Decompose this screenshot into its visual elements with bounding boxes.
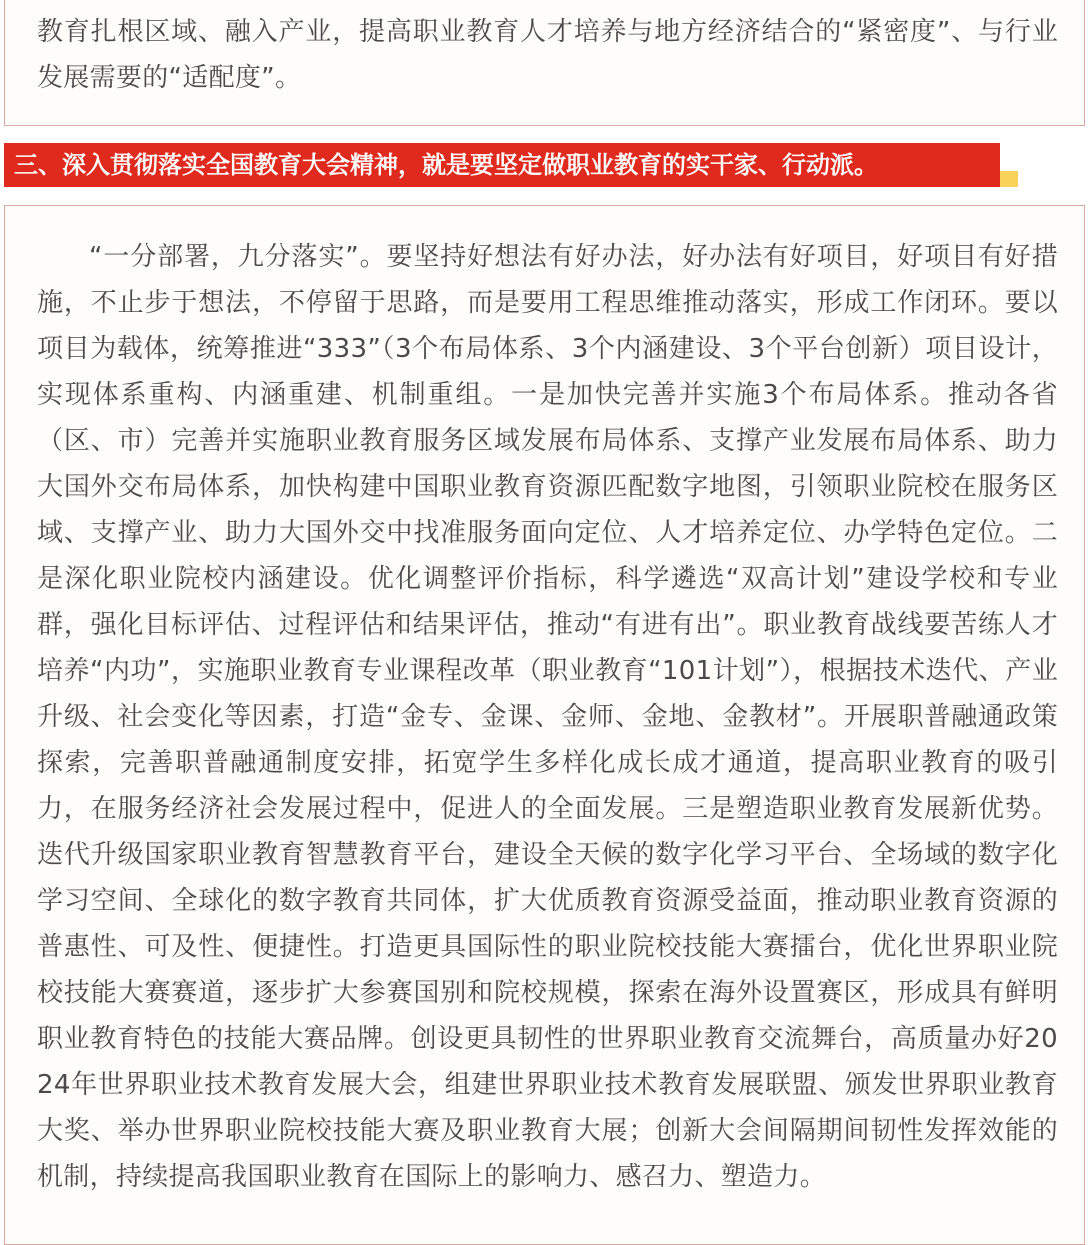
top-paragraph: 教育扎根区域、融入产业，提高职业教育人才培养与地方经济结合的“紧密度”、与行业发展需要的“适配度”。 (37, 17, 1058, 93)
heading-accent-square (1000, 171, 1018, 187)
main-text-box (4, 205, 1085, 1245)
top-text-box (4, 0, 1085, 126)
section-heading-bar: 三、深入贯彻落实全国教育大会精神，就是要坚定做职业教育的实干家、行动派。 (4, 143, 1000, 187)
main-paragraph: “一分部署，九分落实”。要坚持好想法有好办法，好办法有好项目，好项目有好措施，不止步于想法，不停留于思路，而是要用工程思维推动落实，形成工作闭环。要以项目为载体，统筹推进“333”（3个布局体系、3个内涵建设、3个平台创新）项目设计，实现体系重构、内涵重建、机制重组。一是加快完善并实施3个布局体系。推动各省（区、市）完善并实施职业教育服务区域发展布局体系、支撑产业发展布局体系、助力大国外交布局体系，加快构建中国职业教育资源匹配数字地图，引领职业院校在服务区域、支撑产业、助力大国外交中找准服务面向定位、人才培养定位、办学特色定位。二是深化职业院校内涵建设。优化调整评价指标，科学遴选“双高计划”建设学校和专业群，强化目标评估、过程评估和结果评估，推动“有进有出”。职业教育战线要苦练人才培养“内功”，实施职业教育专业课程改革（职业教育“101计划”），根据技术迭代、产业升级、社会变化等因素，打造“金专、金课、金师、金地、金教材”。开展职普融通政策探索，完善职普融通制度安排，拓宽学生多样化成长成才通道，提高职业教育的吸引力，在服务经济社会发展过程中，促进人的全面发展。三是塑造职业教育发展新优势。迭代升级国家职业教育智慧教育平台，建设全天候的数字化学习平台、全场域的数字化学习空间、全球化的数字教育共同体，扩大优质教育资源受益面，推动职业教育资源的普惠性、可及性、便捷性。打造更具国际性的职业院校技能大赛擂台，优化世界职业院校技能大赛赛道，逐步扩大参赛国别和院校规模，探索在海外设置赛区，形成具有鲜明职业教育特色的技能大赛品牌。创设更具韧性的世界职业教育交流舞台，高质量办好2024年世界职业技术教育发展大会，组建世界职业技术教育发展联盟、颁发世界职业教育大奖、举办世界职业院校技能大赛及职业教育大展；创新大会间隔期间韧性发挥效能的机制，持续提高我国职业教育在国际上的影响力、感召力、塑造力。 (37, 242, 1058, 1192)
